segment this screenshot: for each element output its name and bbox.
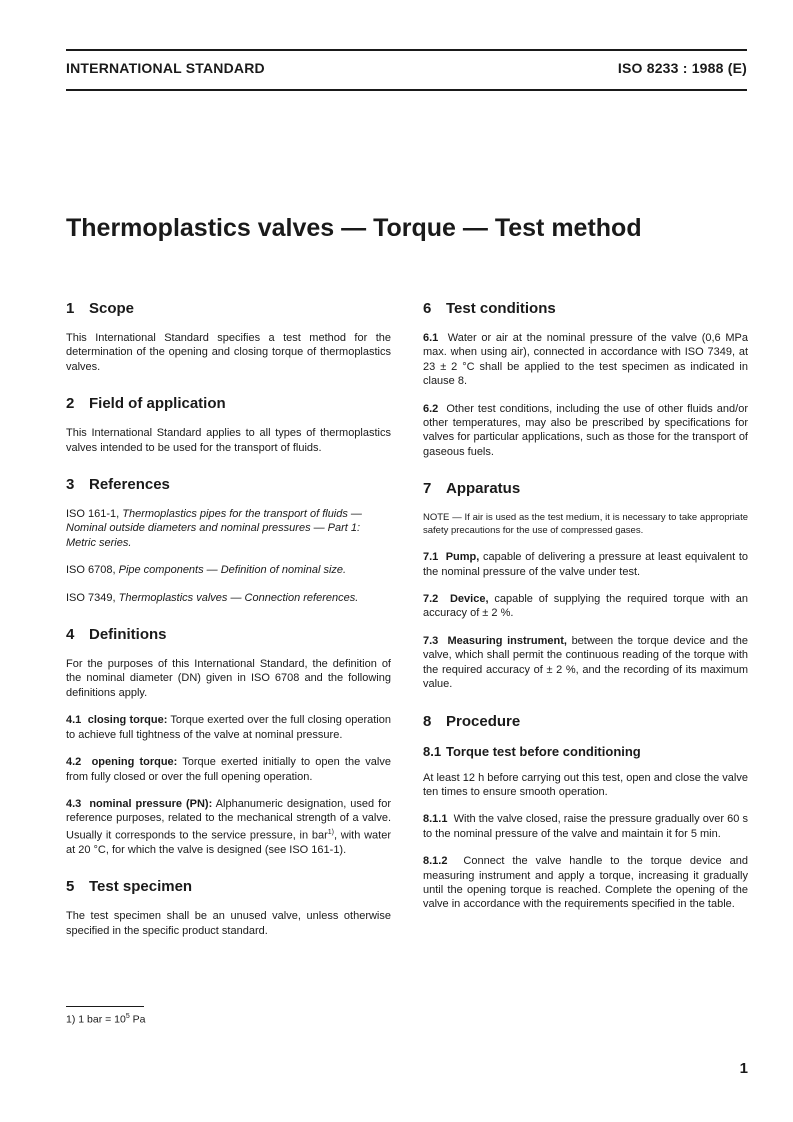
header-rule: [66, 89, 747, 91]
field-of-application-text: This International Standard applies to all types of thermoplastics valves intended to be used for the transport of fluids.: [66, 427, 391, 454]
apparatus-measuring-instrument: 7.3 Measuring instrument, between the torque device and the valve, which shall permit the continuous reading of the torque with the required accuracy of ± 2 %, and the recording of its maximum value.: [423, 634, 748, 691]
header-standard-number: ISO 8233 : 1988 (E): [617, 60, 747, 76]
subsection-heading-torque-test: 8.1 Torque test before conditioning: [423, 743, 641, 759]
procedure-step-8-1-2: 8.1.2 Connect the valve handle to the torque device and measuring instrument and apply a torque, increasing it gradually until the opening torque is reached. Complete the opening of the valve in accordance with the requirements specified in the table.: [423, 855, 748, 911]
page-number: 1: [739, 1060, 748, 1077]
procedure-step-8-1-1: 8.1.1 With the valve closed, raise the pressure gradually over 60 s to the nominal pressure of the valve and maintain it for 5 min.: [423, 813, 748, 840]
test-condition-6-2: 6.2 Other test conditions, including the use of other fluids and/or other temperatures, may also be prescribed by specifications for valves for particular applications, such as those for the transport of gaseous fuels.: [423, 402, 748, 458]
reference-iso-161-1: ISO 161-1, Thermoplastics pipes for the transport of fluids — Nominal outside diameters and nominal pressures — Part 1: Metric series.: [66, 508, 362, 549]
definition-opening-torque: 4.2 opening torque: Torque exerted initially to open the valve from fully closed or over the full opening operation.: [66, 756, 391, 783]
definition-closing-torque: 4.1 closing torque: Torque exerted over the full closing operation to achieve full tightness of the valve at nominal pressure.: [66, 714, 391, 741]
section-heading-apparatus: 7 Apparatus: [423, 480, 521, 498]
apparatus-pump: 7.1 Pump, capable of delivering a pressure at least equivalent to the nominal pressure of the valve under test.: [423, 551, 748, 578]
definition-nominal-pressure: 4.3 nominal pressure (PN): Alphanumeric designation, used for reference purposes, related to the mechanical strength of a valve. Usually it corresponds to the service pressure, in bar$^{1)}$, with water at 20 °C, for which the valve is designed (see ISO 161-1).: [66, 797, 391, 856]
reference-iso-6708: ISO 6708, Pipe components — Definition of nominal size.: [66, 564, 347, 577]
scope-text: This International Standard specifies a test method for the determination of the opening and closing torque of thermoplastics valves.: [66, 332, 391, 373]
test-specimen-text: The test specimen shall be an unused valve, unless otherwise specified in the specific product standard.: [66, 910, 391, 937]
left-column: [66, 300, 391, 951]
test-condition-6-1: 6.1 Water or air at the nominal pressure of the valve (0,6 MPa max. when using air), connected in accordance with ISO 7349, at 23 ± 2 °C shall be applied to the test specimen as indicated in clause 8.: [423, 332, 748, 388]
document-title: Thermoplastics valves — Torque — Test method: [66, 214, 642, 242]
section-heading-scope: 1 Scope: [66, 300, 135, 317]
reference-iso-7349: ISO 7349, Thermoplastics valves — Connection references.: [66, 591, 359, 604]
apparatus-device: 7.2 Device, capable of supplying the required torque with an accuracy of ± 2 %.: [423, 593, 748, 620]
section-heading-definitions: 4 Definitions: [66, 626, 167, 644]
footnote: 1) 1 bar = $10^5$ Pa: [66, 1013, 146, 1026]
section-heading-field-of-application: 2 Field of application: [66, 395, 226, 413]
section-heading-test-specimen: 5 Test specimen: [66, 878, 193, 896]
section-heading-references: 3 References: [66, 476, 170, 494]
definitions-intro: For the purposes of this International Standard, the definition of the nominal diameter (DN) given in ISO 6708 and the following definitions apply.: [66, 658, 391, 699]
top-rule: [66, 49, 747, 51]
section-heading-procedure: 8 Procedure: [423, 712, 521, 730]
header-standard-type: INTERNATIONAL STANDARD: [66, 60, 265, 76]
right-column: [423, 300, 748, 925]
footnote-rule: [66, 1006, 144, 1007]
section-heading-test-conditions: 6 Test conditions: [423, 300, 556, 317]
procedure-intro: At least 12 h before carrying out this test, open and close the valve ten times to ensure smooth operation.: [423, 771, 748, 798]
apparatus-note: NOTE — If air is used as the test medium, it is necessary to take appropriate safety precautions for the use of compressed gases.: [423, 512, 748, 537]
